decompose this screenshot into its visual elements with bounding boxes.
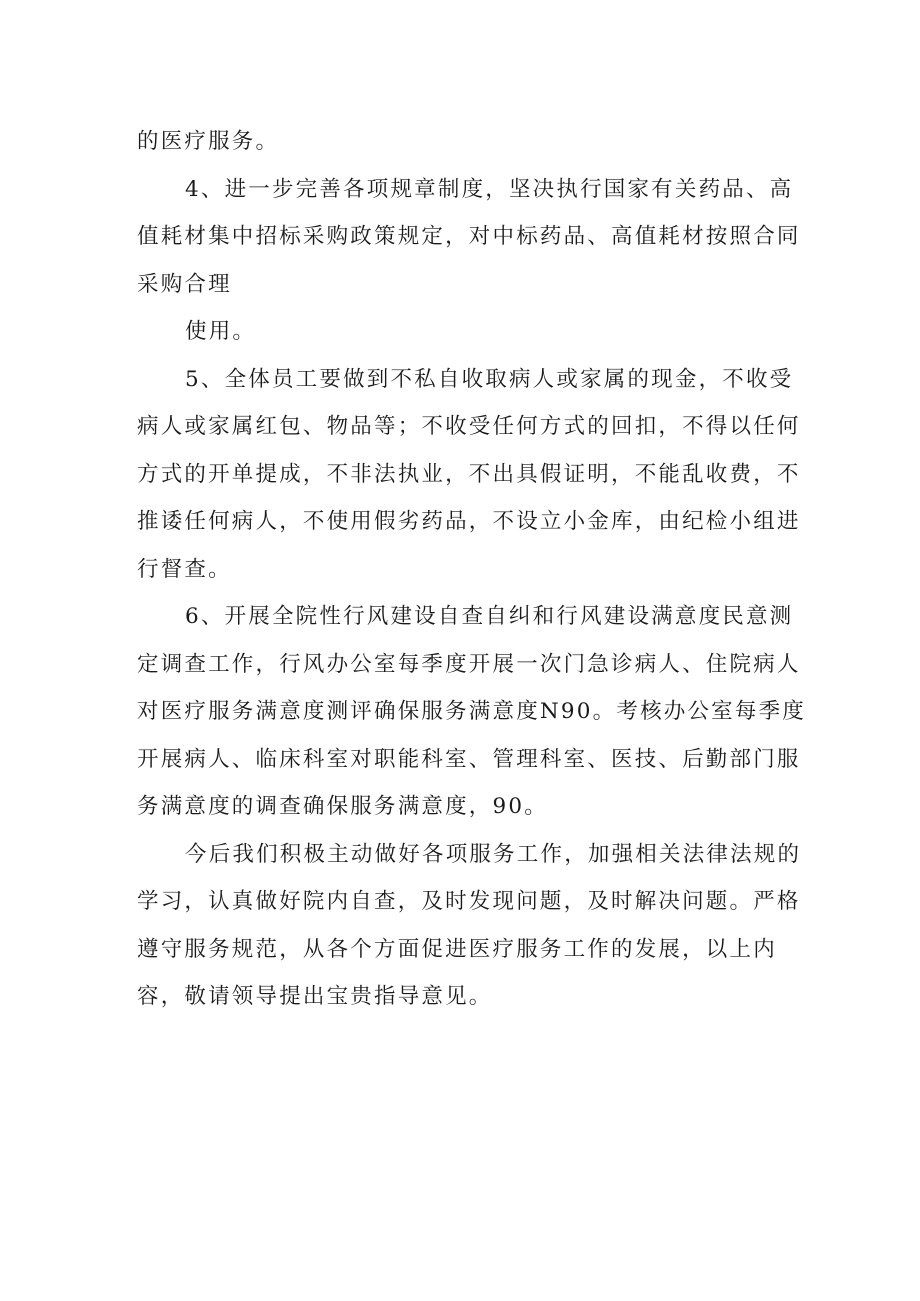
text-line: 的医疗服务。 <box>137 129 280 154</box>
text-line: 推诿任何病人，不使用假劣药品，不设立小金库，由纪检小组进 <box>137 509 801 534</box>
paragraph-6-line: 6、开展全院性行风建设自查自纠和行风建设满意度民意测 <box>185 604 794 629</box>
text-line: 遵守服务规范，从各个方面促进医疗服务工作的发展，以上内 <box>137 936 777 962</box>
text-line: 务满意度的调查确保服务满意度，90。 <box>137 794 548 819</box>
paragraph-4-line: 4、进一步完善各项规章制度，坚决执行国家有关药品、高 <box>185 176 794 202</box>
document-body <box>137 118 806 1021</box>
text-line: 学习，认真做好院内自查，及时发现问题，及时解决问题。严格 <box>137 889 801 914</box>
text-line: 病人或家属红包、物品等；不收受任何方式的回扣，不得以任何 <box>137 414 801 439</box>
text-line: 使用。 <box>185 319 257 344</box>
text-line: 行督查。 <box>137 556 232 582</box>
text-line: 值耗材集中招标采购政策规定，对中标药品、高值耗材按照合同 <box>137 224 801 249</box>
conclusion-paragraph-line: 今后我们积极主动做好各项服务工作，加强相关法律法规的 <box>185 841 802 867</box>
paragraph-5-line: 5、全体员工要做到不私自收取病人或家属的现金，不收受 <box>185 366 794 392</box>
text-line: 定调查工作，行风办公室每季度开展一次门急诊病人、住院病人 <box>137 651 801 677</box>
text-line: 采购合理 <box>137 271 232 297</box>
text-line: 容，敬请领导提出宝贵指导意见。 <box>137 984 493 1009</box>
text-line: 开展病人、临床科室对职能科室、管理科室、医技、后勤部门服 <box>137 746 801 772</box>
text-line: 对医疗服务满意度测评确保服务满意度N90。考核办公室每季度 <box>137 699 806 724</box>
text-line: 方式的开单提成，不非法执业，不出具假证明，不能乱收费，不 <box>137 461 801 487</box>
